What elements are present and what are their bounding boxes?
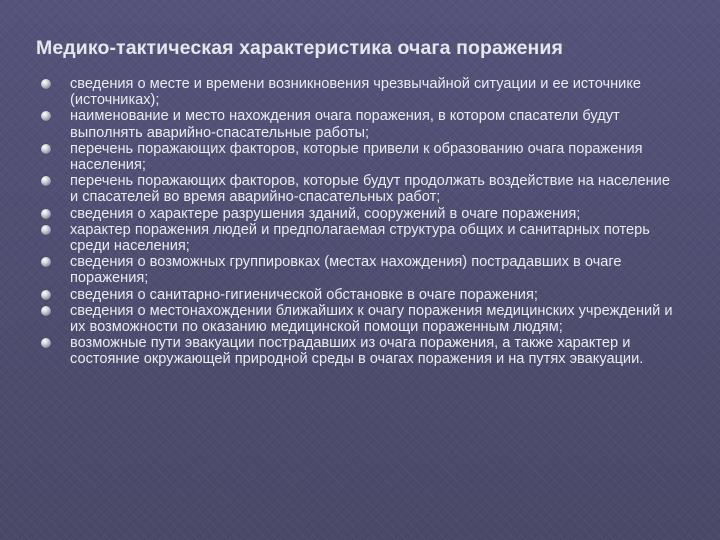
bullet-text: сведения о возможных группировках (местах нахождения) пострадавших в очаге поражения; bbox=[70, 254, 622, 287]
bullet-text: перечень поражающих факторов, которые привели к образованию очага поражения населения; bbox=[70, 140, 643, 174]
bullet-text: сведения о характере разрушения зданий, сооружений в очаге поражения; bbox=[70, 205, 581, 222]
bullet-item-6 bbox=[40, 222, 680, 254]
bullet-item-7 bbox=[40, 254, 680, 286]
bullet-item-4 bbox=[40, 173, 680, 205]
sphere-bullet-icon bbox=[41, 225, 51, 235]
bullet-text: перечень поражающих факторов, которые будут продолжать воздействие на население и спасателей во время аварийно-спасательных работ; bbox=[70, 173, 670, 206]
bullet-text: сведения о местонахождении ближайших к очагу поражения медицинских учреждений и их возможности по оказанию медицинской помощи пораженным людям; bbox=[70, 302, 673, 336]
bullet-text: сведения о санитарно-гигиенической обстановке в очаге поражения; bbox=[70, 286, 538, 303]
bullet-item-5 bbox=[40, 206, 680, 222]
sphere-bullet-icon bbox=[41, 176, 51, 186]
sphere-bullet-icon bbox=[41, 290, 51, 300]
bullet-item-9 bbox=[40, 303, 680, 335]
sphere-bullet-icon bbox=[41, 306, 51, 316]
bullet-item-2 bbox=[40, 108, 680, 140]
sphere-bullet-icon bbox=[41, 111, 51, 121]
bullet-item-1 bbox=[40, 76, 680, 108]
sphere-bullet-icon bbox=[41, 338, 51, 348]
slide-title: Медико-тактическая характеристика очага поражения bbox=[36, 37, 563, 59]
bullet-item-10 bbox=[40, 335, 680, 367]
bullet-text: сведения о месте и времени возникновения чрезвычайной ситуации и ее источнике (источниках); bbox=[70, 76, 641, 109]
bullet-item-8 bbox=[40, 287, 680, 303]
bullet-list bbox=[40, 76, 680, 368]
bullet-text: наименование и место нахождения очага поражения, в котором спасатели будут выполнять аварийно-спасательные работы; bbox=[70, 108, 620, 141]
sphere-bullet-icon bbox=[41, 257, 51, 267]
sphere-bullet-icon bbox=[41, 144, 51, 154]
sphere-bullet-icon bbox=[41, 209, 51, 219]
sphere-bullet-icon bbox=[41, 79, 51, 89]
bullet-text: характер поражения людей и предполагаемая структура общих и санитарных потерь среди населения; bbox=[70, 221, 650, 255]
bullet-item-3 bbox=[40, 141, 680, 173]
bullet-text: возможные пути эвакуации пострадавших из очага поражения, а также характер и состояние окружающей природной среды в очагах поражения и на путях эвакуации. bbox=[70, 335, 644, 368]
